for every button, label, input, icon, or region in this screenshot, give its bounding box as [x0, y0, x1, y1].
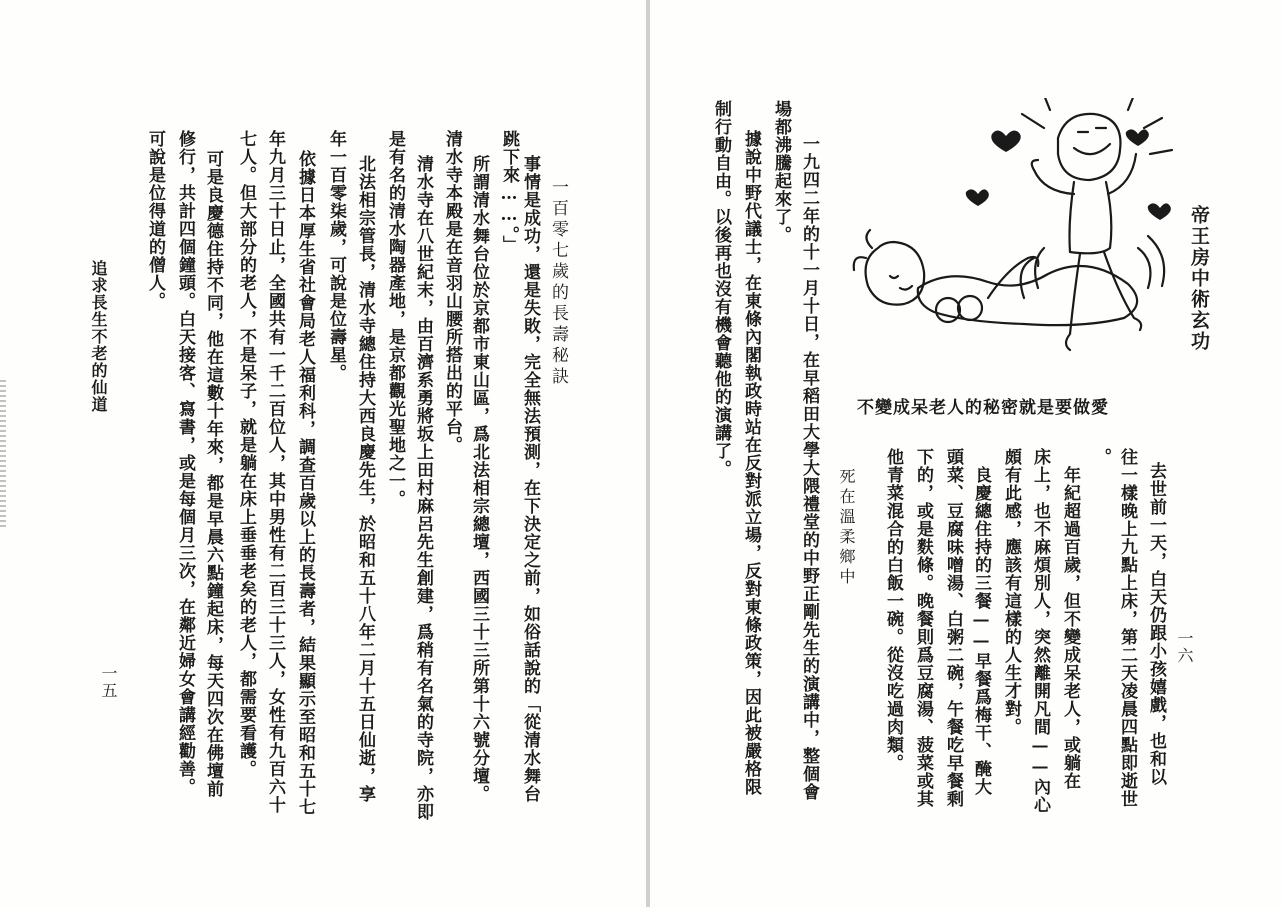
chapter-title: 帝王房中術玄功: [1188, 205, 1210, 352]
left-column-5: 清水寺在八世紀末，由百濟系勇將坂上田村麻呂先生創建，爲稍有名氣的寺院，亦即: [413, 155, 433, 821]
man-body: [1070, 182, 1112, 253]
right-lower-column-10: 他青菜混合的白飯一碗。從沒吃過肉類。: [883, 448, 903, 772]
left-column-14: 可說是位得道的僧人。: [145, 130, 165, 310]
right-lower-column-2: 往一樣晚上九點上床，第二天凌晨四點即逝世: [1117, 448, 1137, 808]
right-column-3: 據說中野代議士，在東條內閣執政時站在反對派立場，反對東條政策，因此被嚴格限: [741, 130, 761, 796]
man-head: [1058, 114, 1120, 180]
man-arm: [1032, 160, 1074, 194]
left-column-8: 年一百零柒歲，可說是位壽星。: [326, 130, 346, 382]
man-face: [1074, 128, 1110, 154]
left-column-10: 年九月三十日止，全國共有一千二百位人，其中男性有二百三十三人，女性有九百六十: [265, 130, 285, 814]
right-column-2: 場都沸騰起來了。: [771, 100, 791, 244]
woman-breast: [958, 296, 982, 320]
woman-arm: [988, 257, 1038, 298]
right-lower-column-1: 去世前一天，白天仍跟小孩嬉戲，也和以: [1146, 462, 1166, 786]
left-column-12: 可是良慶德住持不同，他在這數十年來，都是早晨六點鐘起床，每天四次在佛壇前: [203, 150, 223, 798]
page-fold-edge: [0, 380, 6, 530]
woman-body: [918, 266, 1137, 325]
page-number-right: 一六: [1175, 630, 1194, 664]
woman-head: [866, 242, 925, 305]
left-column-4: 清水寺本殿是在音羽山腰所搭出的平台。: [442, 130, 462, 454]
right-lower-column-4: 年紀超過百歲，但不變成呆老人，或躺在: [1060, 466, 1080, 790]
right-column-4: 制行動自由。以後再也沒有機會聽他的演講了。: [711, 100, 731, 478]
woman-hair: [854, 230, 872, 270]
running-head: 追求長生不老的仙道: [89, 260, 108, 413]
caption: 死在溫柔鄉中: [837, 468, 856, 588]
page-number-left: 一五: [99, 665, 118, 699]
left-column-7: 北法相宗管長，清水寺總住持大西良慶先生，於昭和五十八年二月十五日仙逝，享: [355, 155, 375, 803]
left-column-3: 所謂清水舞台位於京都市東山區，爲北法相宗總壇，西國三十三所第十六號分壇。: [469, 155, 489, 803]
right-lower-column-8: 頭菜、豆腐味噌湯、白粥二碗，午餐吃早餐剩: [943, 448, 963, 808]
left-column-11: 七人。但大部分的老人，不是呆子，就是躺在床上垂垂老矣的老人，都需要看護。: [236, 130, 256, 778]
cartoon-illustration: [838, 98, 1178, 368]
right-lower-column-9: 下的，或是麩條。晚餐則爲豆腐湯、菠菜或其: [913, 448, 933, 808]
man-leg: [1066, 254, 1080, 350]
right-column-1: 一九四二年的十一月十日，在早稻田大學大隈禮堂的中野正剛先生的演講中，整個會: [799, 135, 819, 801]
left-column-1: 事情是成功，還是失敗，完全無法預測，在下決定之前，如俗話說的「從清水舞台: [520, 155, 540, 803]
right-lower-column-6: 頗有此感，應該有這樣的人生才對。: [1001, 448, 1021, 736]
right-lower-column-3: 。: [1091, 448, 1111, 466]
section-subtitle: 不變成呆老人的秘密就是要做愛: [857, 398, 1109, 418]
man-arm: [1108, 154, 1136, 194]
right-lower-column-7: 良慶總住持的三餐——早餐爲梅干、醃大: [971, 466, 991, 796]
woman-face: [890, 276, 912, 290]
left-column-13: 修行，共計四個鐘頭。白天接客、寫書，或是每個月三次，在鄰近婦女會講經勸善。: [175, 130, 195, 796]
left-column-6: 是有名的清水陶器產地，是京都觀光聖地之一。: [385, 130, 405, 508]
section-heading: 一百零七歲的長壽秘訣: [548, 178, 568, 388]
left-column-2: 跳下來……。」: [499, 130, 519, 254]
right-lower-column-5: 床上，也不麻煩別人，突然離開凡間——內心: [1030, 448, 1050, 814]
left-column-9: 依據日本厚生省社會局老人福利科，調查百歲以上的長壽者，結果顯示至昭和五十七: [295, 150, 315, 816]
woman-breast: [936, 298, 960, 322]
burst-lines: [1022, 98, 1172, 154]
